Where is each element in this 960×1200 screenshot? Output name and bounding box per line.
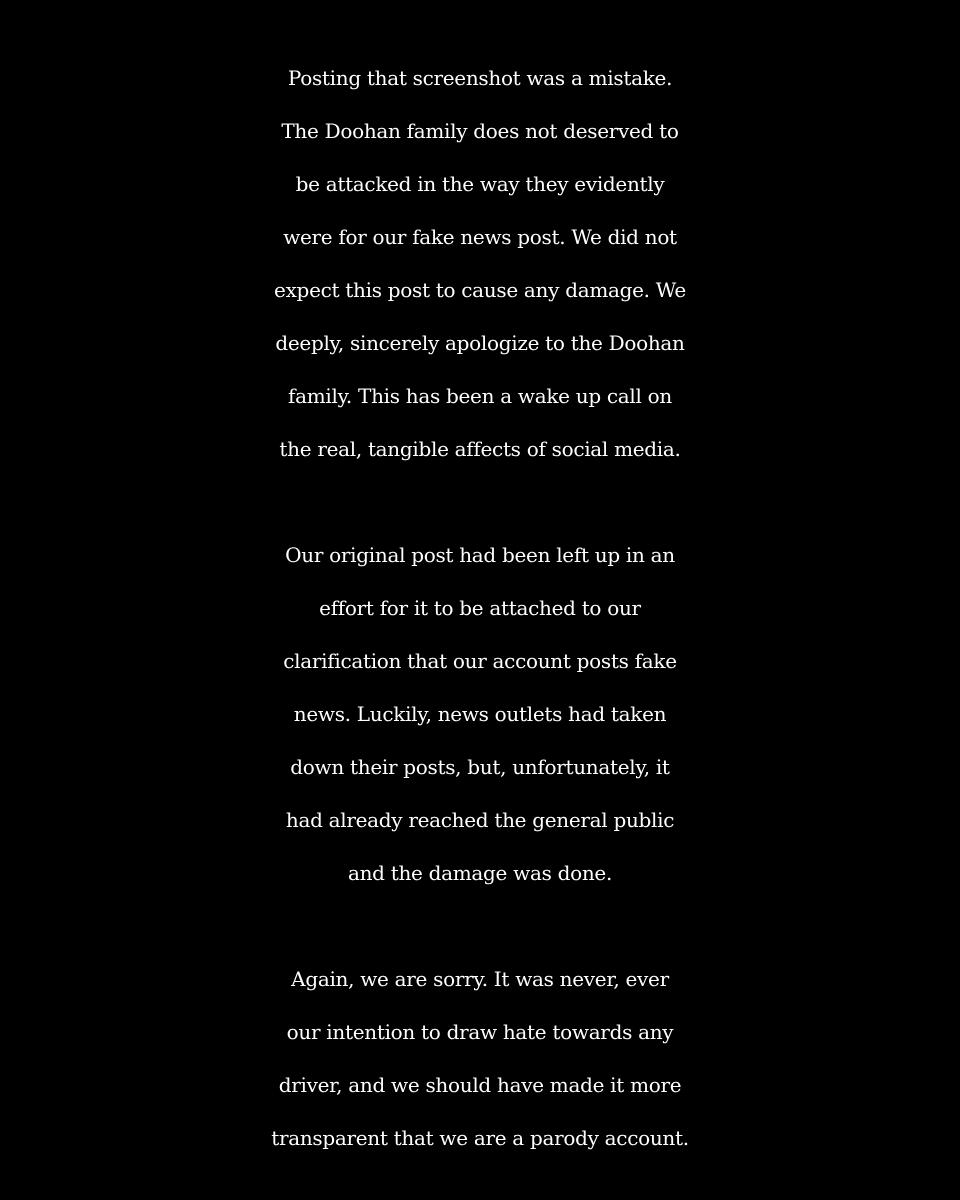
statement-line: The Doohan family does not deserved to [281,119,679,143]
statement-paragraph-2 [0,529,960,900]
statement-line: news. Luckily, news outlets had taken [293,702,667,726]
statement-line: Again, we are sorry. It was never, ever [291,967,669,991]
statement-line: the real, tangible affects of social media. [279,437,681,461]
statement-line: down their posts, but, unfortunately, it [290,755,670,779]
statement-line: had already reached the general public [285,808,675,832]
statement-line: and the damage was done. [347,861,613,885]
statement-line: were for our fake news post. We did not [283,225,677,249]
statement-line: Posting that screenshot was a mistake. [287,66,673,90]
statement-line: family. This has been a wake up call on [288,384,672,408]
statement-paragraph-1 [0,52,960,476]
statement-line: expect this post to cause any damage. We [274,278,686,302]
statement-line: transparent that we are a parody account. [271,1126,689,1150]
statement-line: Our original post had been left up in an [285,543,675,567]
statement-line: driver, and we should have made it more [278,1073,682,1097]
statement-line: be attacked in the way they evidently [295,172,665,196]
statement-paragraph-3 [0,953,960,1165]
statement-line: effort for it to be attached to our [319,596,641,620]
statement-line: our intention to draw hate towards any [286,1020,674,1044]
statement-line: deeply, sincerely apologize to the Doohan [275,331,685,355]
statement-line: clarification that our account posts fake [283,649,677,673]
